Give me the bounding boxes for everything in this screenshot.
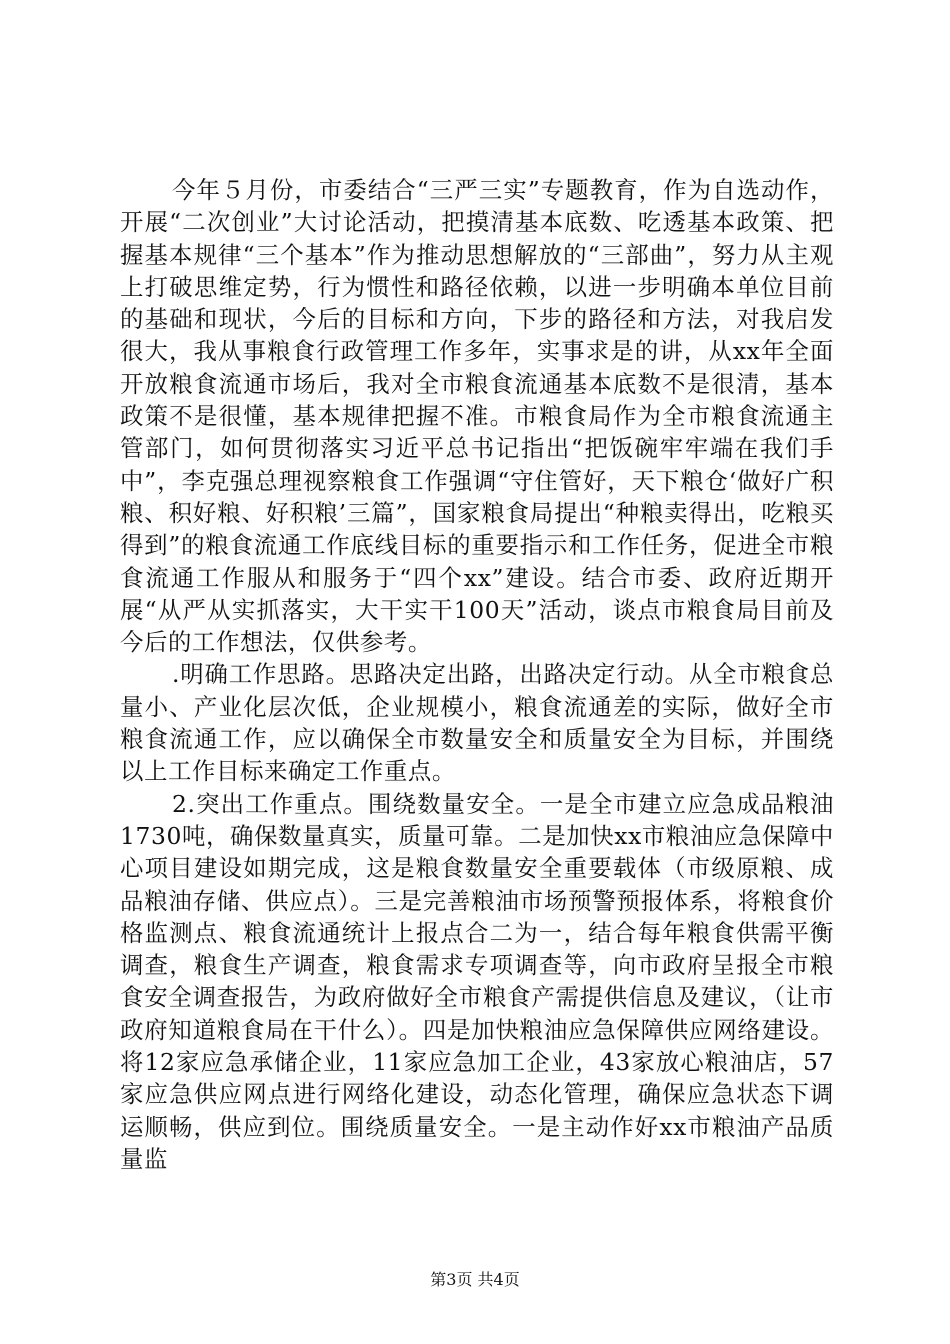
paragraph-intro: 今年５月份，市委结合“三严三实”专题教育，作为自选动作，开展“二次创业”大讨论活动，把摸清基本底数、吃透基本政策、把握基本规律“三个基本”作为推动思想解放的“三部曲”，努力从主观上打破思维定势，行为惯性和路径依赖，以进一步明确本单位目前的基础和现状，今后的目标和方向，下步的路径和方法，对我启发很大，我从事粮食行政管理工作多年，实事求是的讲，从xx年全面开放粮食流通市场后，我对全市粮食流通基本底数不是很清，基本政策不是很懂，基本规律把握不准。市粮食局作为全市粮食流通主管部门，如何贯彻落实习近平总书记指出“把饭碗牢牢端在我们手中”，李克强总理视察粮食工作强调“守住管好，天下粮仓‘做好广积粮、积好粮、好积粮’三篇”，国家粮食局提出“种粮卖得出，吃粮买得到”的粮食流通工作底线目标的重要指示和工作任务，促进全市粮食流通工作服从和服务于“四个xx”建设。结合市委、政府近期开展“从严从实抓落实，大干实干100天”活动，谈点市粮食局目前及今后的工作想法，仅供参考。	[120, 176, 834, 657]
paragraph-work-approach: .明确工作思路。思路决定出路，出路决定行动。从全市粮食总量小、产业化层次低，企业规模小，粮食流通差的实际，做好全市粮食流通工作，应以确保全市数量安全和质量安全为目标，并围绕以上工作目标来确定工作重点。	[120, 660, 834, 786]
page-number: 第3页 共4页	[430, 1270, 520, 1289]
document-body	[120, 174, 834, 1175]
paragraph-work-focus: 2.突出工作重点。围绕数量安全。一是全市建立应急成品粮油1730吨，确保数量真实，质量可靠。二是加快xx市粮油应急保障中心项目建设如期完成，这是粮食数量安全重要载体（市级原粮、成品粮油存储、供应点）。三是完善粮油市场预警预报体系，将粮食价格监测点、粮食流通统计上报点合二为一，结合每年粮食供需平衡调查，粮食生产调查，粮食需求专项调查等，向市政府呈报全市粮食安全调查报告，为政府做好全市粮食产需提供信息及建议，（让市政府知道粮食局在干什么）。四是加快粮油应急保障供应网络建设。将12家应急承储企业，11家应急加工企业，43家放心粮油店，57家应急供应网点进行网络化建设，动态化管理，确保应急状态下调运顺畅，供应到位。围绕质量安全。一是主动作好xx市粮油产品质量监	[120, 789, 834, 1173]
